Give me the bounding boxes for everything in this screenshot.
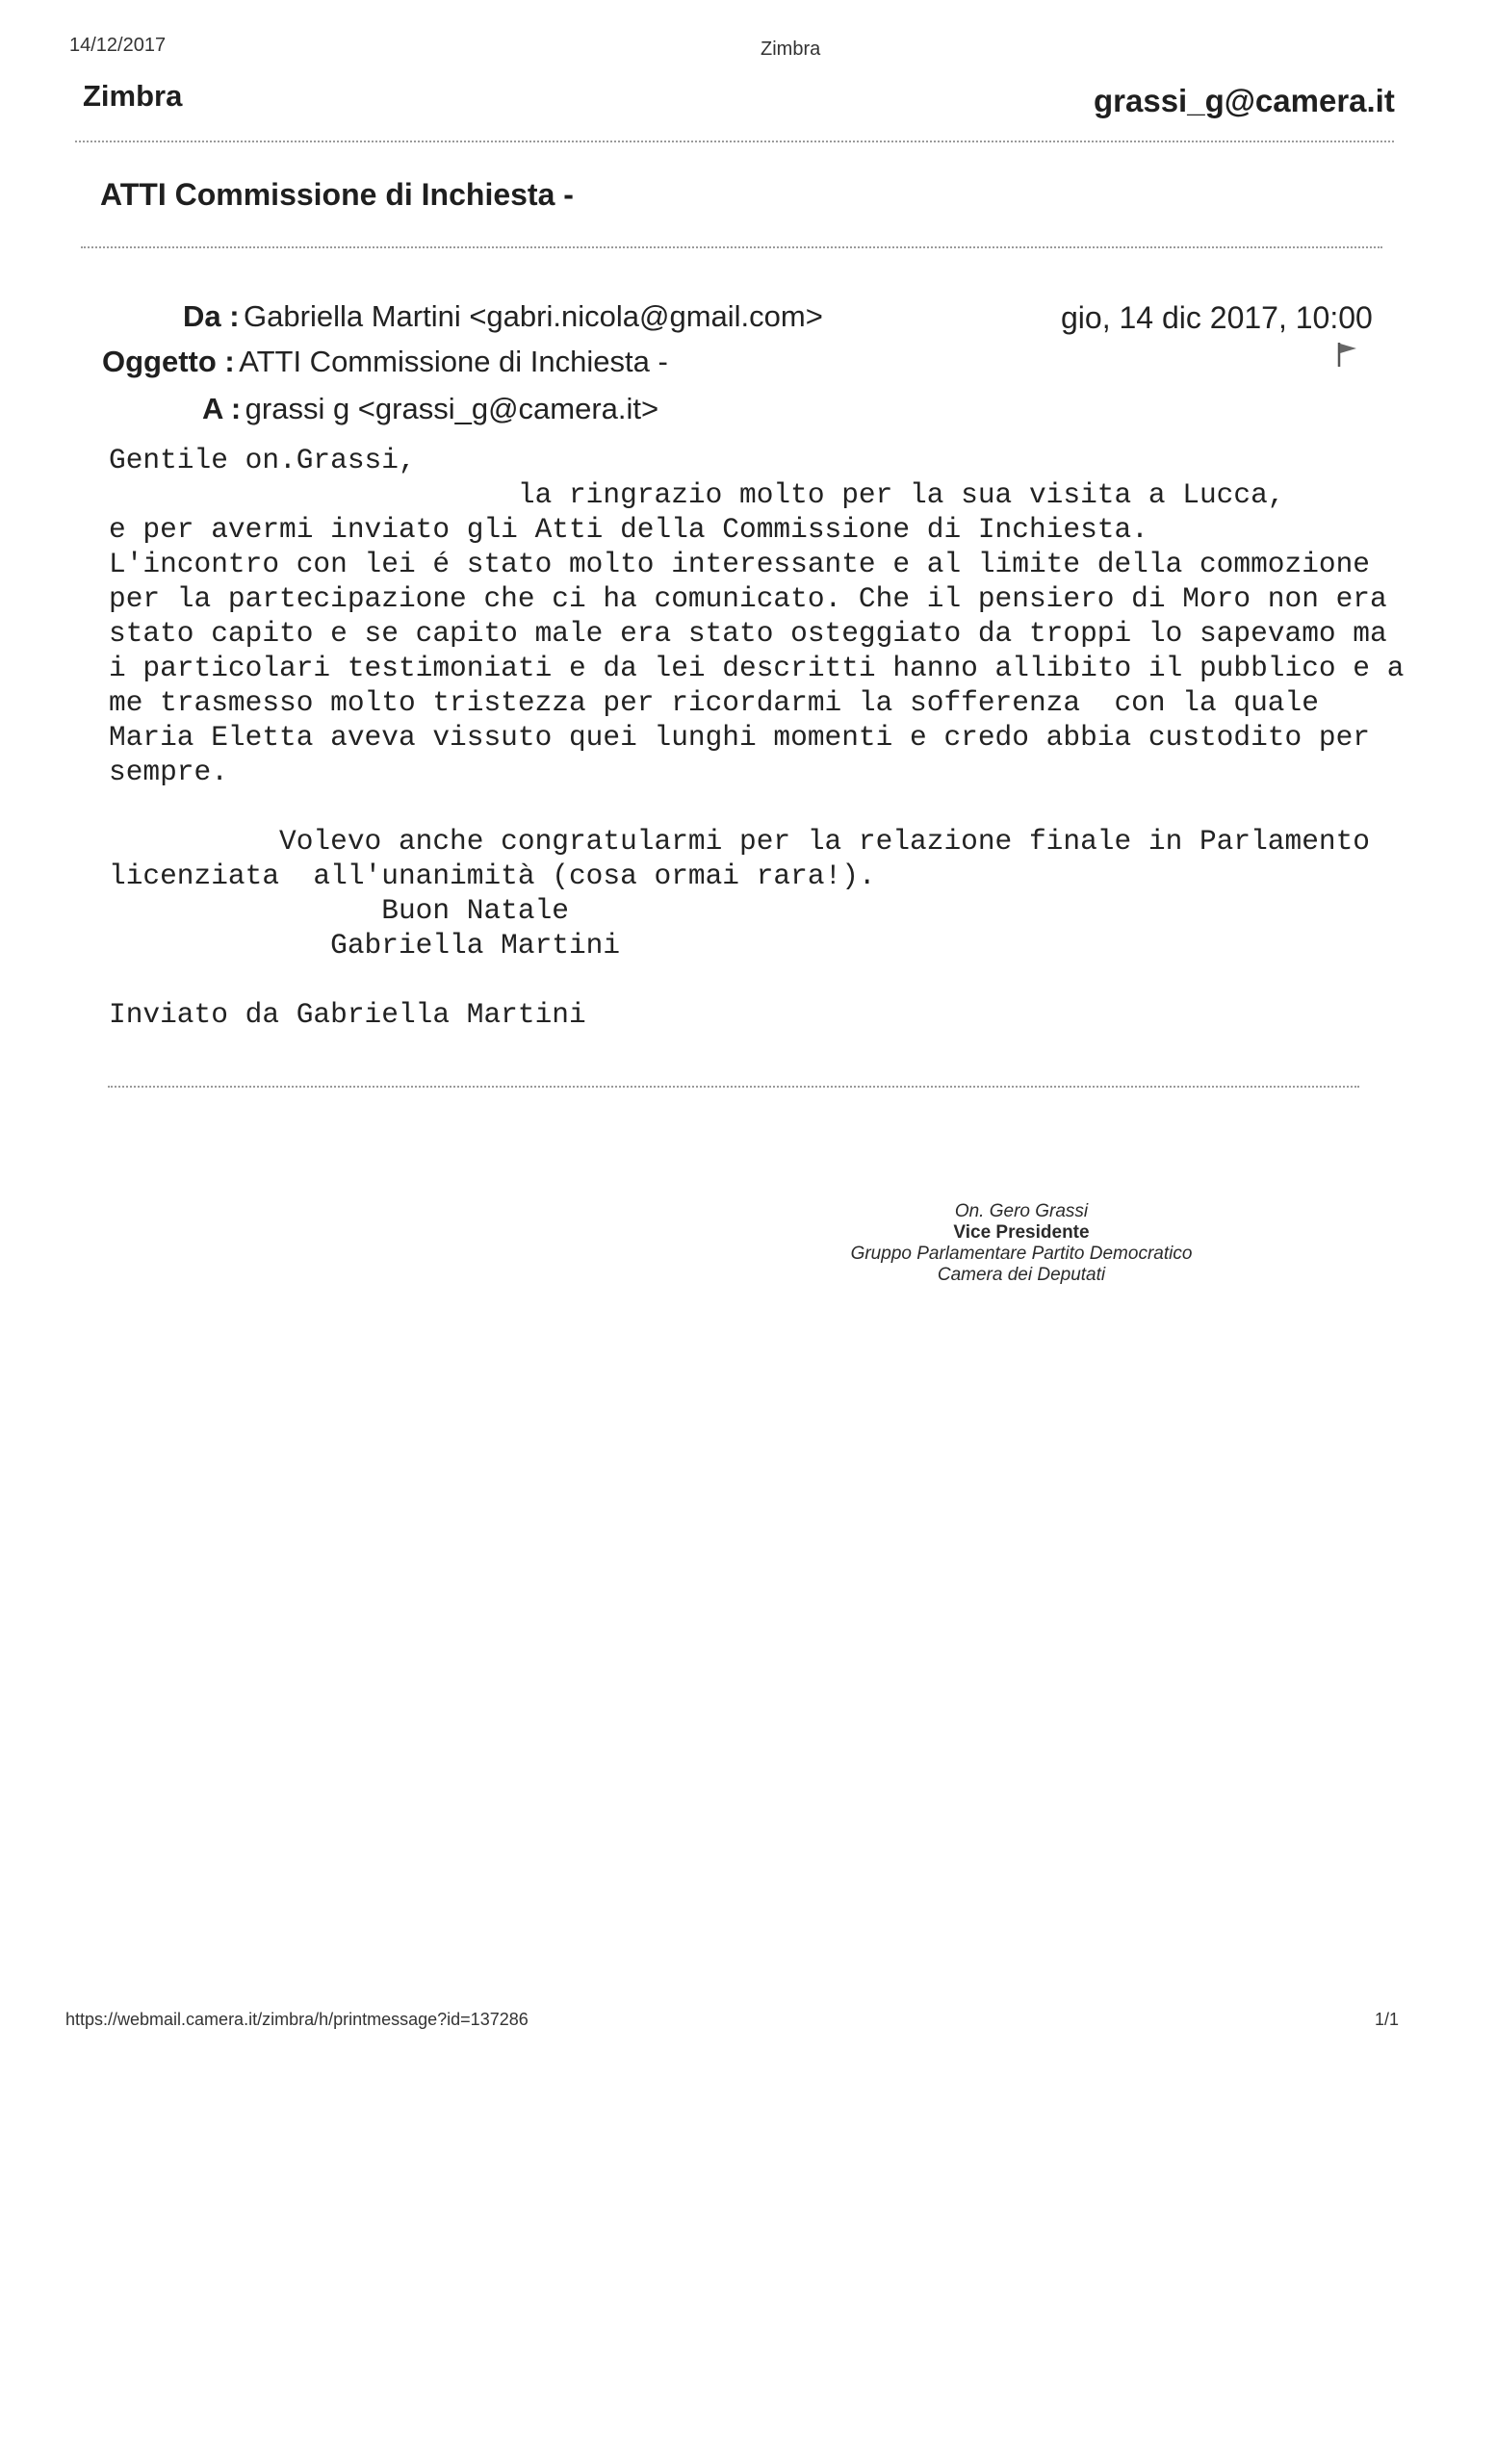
subject-value: ATTI Commissione di Inchiesta - <box>239 345 668 378</box>
divider <box>108 1086 1359 1088</box>
to-row <box>202 392 658 426</box>
message-date: gio, 14 dic 2017, 10:00 <box>1061 300 1373 335</box>
signature-stamp <box>814 1201 1228 1286</box>
message-body: Gentile on.Grassi, la ringrazio molto per la sua visita a Lucca, e per avermi inviato gli Atti della Commissione di Inchiesta. L'incontro con lei é stato molto interessante e al limite della commozione per la partecipazione che ci ha comunicato. Che il pensiero di Moro non era stato capito e se capito male era stato osteggiato da troppi lo sapevamo ma i particolari testimoniati e da lei descritti hanno allibito il pubblico e a me trasmesso molto tristezza per ricordarmi la sofferenza con la quale Maria Eletta aveva vissuto quei lunghi momenti e credo abbia custodito per sempre. Volevo anche congratularmi per la relazione finale in Parlamento licenziata all'unanimità (cosa ormai rara!). Buon Natale Gabriella Martini Inviato da Gabriella Martini <box>109 444 1405 1031</box>
stamp-institution: Camera dei Deputati <box>937 1265 1106 1285</box>
to-label: A : <box>202 392 242 425</box>
print-page-number: 1/1 <box>1375 2010 1400 2029</box>
to-value: grassi g <grassi_g@camera.it> <box>245 392 659 425</box>
stamp-name: On. Gero Grassi <box>954 1201 1089 1221</box>
subject-row <box>102 345 668 379</box>
print-date: 14/12/2017 <box>69 35 167 56</box>
flag-icon <box>1336 341 1359 368</box>
print-url: https://webmail.camera.it/zimbra/h/printmessage?id=137286 <box>65 2010 529 2029</box>
print-page-title: Zimbra <box>761 38 821 60</box>
account-email: grassi_g@camera.it <box>1094 83 1395 118</box>
stamp-role: Vice Presidente <box>953 1222 1090 1243</box>
divider <box>81 246 1382 248</box>
stamp-group: Gruppo Parlamentare Partito Democratico <box>850 1244 1193 1264</box>
app-name: Zimbra <box>83 79 183 113</box>
from-label: Da : <box>183 299 240 333</box>
from-value: Gabriella Martini <gabri.nicola@gmail.com> <box>244 299 823 333</box>
from-row <box>183 299 823 334</box>
subject-label: Oggetto : <box>102 345 235 378</box>
divider <box>75 141 1394 142</box>
conversation-subject: ATTI Commissione di Inchiesta - <box>100 177 574 212</box>
